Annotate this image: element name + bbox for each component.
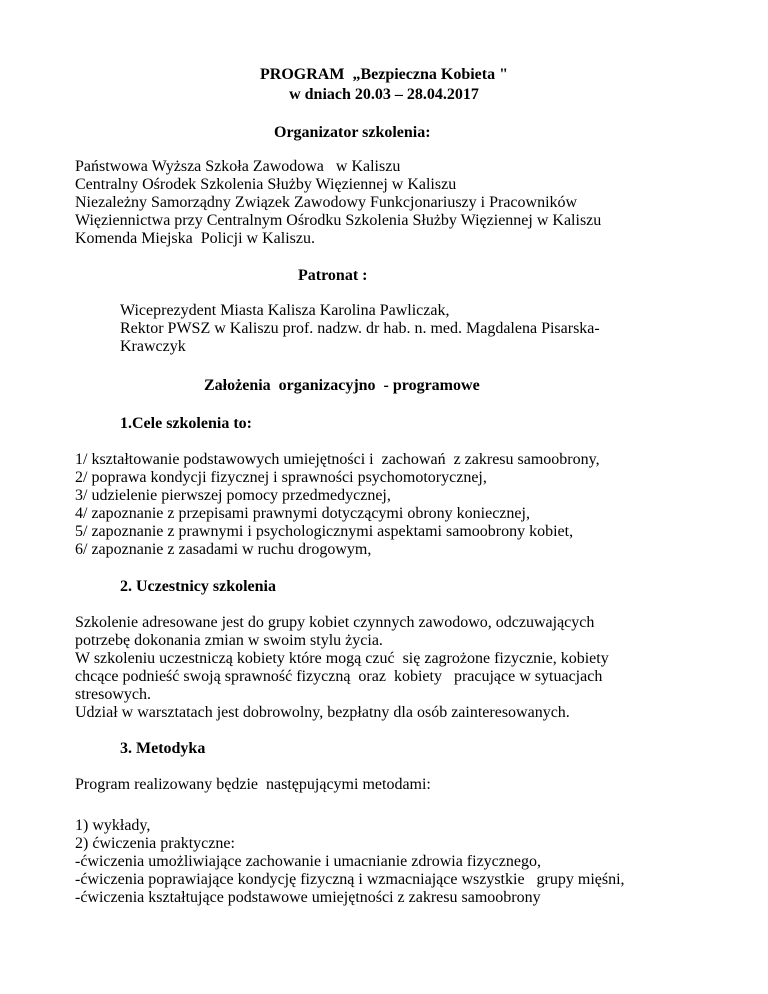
- goals-heading: 1.Cele szkolenia to:: [120, 415, 252, 432]
- patronage-heading: Patronat :: [298, 267, 368, 284]
- program-dates: w dniach 20.03 – 28.04.2017: [289, 86, 479, 103]
- organizer-line: Komenda Miejska Policji w Kaliszu.: [75, 230, 315, 247]
- organizer-line: Niezależny Samorządny Związek Zawodowy Funkcjonariuszy i Pracowników: [75, 194, 578, 211]
- organizer-heading: Organizator szkolenia:: [274, 124, 431, 141]
- assumptions-heading: Założenia organizacyjno - programowe: [204, 377, 480, 394]
- organizer-line: Więziennictwa przy Centralnym Ośrodku Szkolenia Służby Więziennej w Kaliszu: [75, 212, 602, 229]
- goals-list: [75, 451, 600, 559]
- method-item: -ćwiczenia umożliwiające zachowanie i umacnianie zdrowia fizycznego,: [75, 853, 541, 870]
- participants-line: chcące podnieść swoją sprawność fizyczną oraz kobiety pracujące w sytuacjach: [75, 668, 603, 685]
- goal-item: 5/ zapoznanie z prawnymi i psychologicznymi aspektami samoobrony kobiet,: [75, 523, 574, 540]
- participants-line: Szkolenie adresowane jest do grupy kobiet czynnych zawodowo, odczuwających: [75, 614, 595, 631]
- patronage-line: Krawczyk: [120, 338, 186, 355]
- methodology-heading: 3. Metodyka: [120, 740, 206, 757]
- patronage-line: Rektor PWSZ w Kaliszu prof. nadzw. dr hab. n. med. Magdalena Pisarska-: [120, 320, 600, 337]
- method-item: -ćwiczenia kształtujące podstawowe umiejętności z zakresu samoobrony: [75, 889, 541, 906]
- goal-item: 3/ udzielenie pierwszej pomocy przedmedycznej,: [75, 487, 391, 504]
- participants-line: potrzebę dokonania zmian w swoim stylu życia.: [75, 632, 383, 649]
- organizer-list: [75, 158, 601, 248]
- organizer-line: Państwowa Wyższa Szkoła Zawodowa w Kaliszu: [75, 158, 401, 175]
- method-item: 1) wykłady,: [75, 817, 151, 834]
- method-item: -ćwiczenia poprawiające kondycję fizyczną i wzmacniające wszystkie grupy mięśni,: [75, 871, 625, 888]
- goal-item: 6/ zapoznanie z zasadami w ruchu drogowym,: [75, 541, 372, 558]
- participants-line: stresowych.: [75, 686, 151, 703]
- program-title: PROGRAM „Bezpieczna Kobieta ": [260, 66, 508, 83]
- goal-item: 4/ zapoznanie z przepisami prawnymi dotyczącymi obrony koniecznej,: [75, 505, 530, 522]
- participants-text: [75, 614, 609, 722]
- participants-heading: 2. Uczestnicy szkolenia: [120, 578, 276, 595]
- participants-line: W szkoleniu uczestniczą kobiety które mogą czuć się zagrożone fizycznie, kobiety: [75, 650, 609, 667]
- method-item: 2) ćwiczenia praktyczne:: [75, 835, 235, 852]
- organizer-line: Centralny Ośrodek Szkolenia Służby Więziennej w Kaliszu: [75, 176, 457, 193]
- methodology-intro: Program realizowany będzie następującymi metodami:: [75, 776, 431, 793]
- patronage-line: Wiceprezydent Miasta Kalisza Karolina Pawliczak,: [120, 302, 450, 319]
- participants-line: Udział w warsztatach jest dobrowolny, bezpłatny dla osób zainteresowanych.: [75, 704, 570, 721]
- patronage-list: [120, 302, 695, 356]
- goal-item: 1/ kształtowanie podstawowych umiejętności i zachowań z zakresu samoobrony,: [75, 451, 600, 468]
- goal-item: 2/ poprawa kondycji fizycznej i sprawności psychomotorycznej,: [75, 469, 487, 486]
- methodology-list: [75, 817, 625, 907]
